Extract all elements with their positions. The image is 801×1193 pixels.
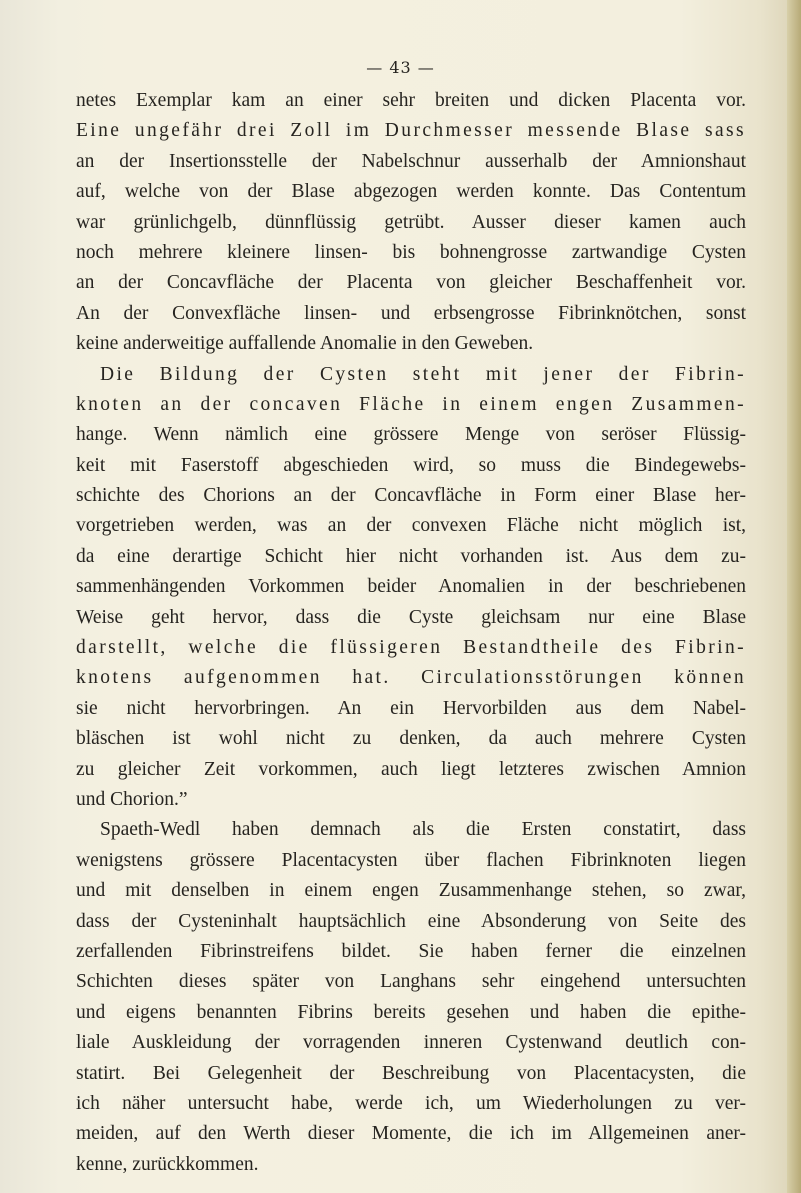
text-line: vorgetrieben werden, was an der convexen Fläche nicht möglich ist, [76,515,746,537]
text-line: hange. Wenn nämlich eine grössere Menge von seröser Flüssig- [76,424,746,446]
text-line: knoten an der concaven Fläche in einem engen Zusammen- [76,393,746,415]
text-line: Schichten dieses später von Langhans sehr eingehend untersuchten [76,971,746,993]
text-line: liale Auskleidung der vorragenden inneren Cystenwand deutlich con- [76,1032,746,1054]
text-line: Spaeth-Wedl haben demnach als die Ersten constatirt, dass [100,819,746,841]
page-number: — 43 — [366,58,435,77]
text-line: Eine ungefähr drei Zoll im Durchmesser messende Blase sass [76,120,746,142]
text-line: noch mehrere kleinere linsen- bis bohnengrosse zartwandige Cysten [76,241,746,263]
text-line: auf, welche von der Blase abgezogen werden konnte. Das Contentum [76,181,746,203]
body-text [76,86,746,1180]
text-line: sammenhängenden Vorkommen beider Anomalien in der beschriebenen [76,576,746,598]
text-line: an der Insertionsstelle der Nabelschnur ausserhalb der Amnionshaut [76,150,746,172]
text-line: netes Exemplar kam an einer sehr breiten und dicken Placenta vor. [76,90,746,111]
text-line: wenigstens grössere Placentacysten über flachen Fibrinknoten liegen [76,849,746,871]
text-line: bläschen ist wohl nicht zu denken, da auch mehrere Cysten [76,728,746,750]
page-edge [787,0,801,1193]
text-line: und Chorion.” [76,788,188,810]
text-line: Die Bildung der Cysten steht mit jener der Fibrin- [100,363,746,385]
text-line: dass der Cysteninhalt hauptsächlich eine Absonderung von Seite des [76,910,746,932]
text-line: zu gleicher Zeit vorkommen, auch liegt letzteres zwischen Amnion [76,758,746,780]
text-line: meiden, auf den Werth dieser Momente, die ich im Allgemeinen aner- [76,1123,746,1145]
text-line: keine anderweitige auffallende Anomalie in den Geweben. [76,333,534,355]
text-line: und eigens benannten Fibrins bereits gesehen und haben die epithe- [76,1001,746,1023]
text-line: sie nicht hervorbringen. An ein Hervorbilden aus dem Nabel- [76,697,746,719]
text-line: schichte des Chorions an der Concavfläche in Form einer Blase her- [76,485,746,507]
text-line: Weise geht hervor, dass die Cyste gleichsam nur eine Blase [76,606,746,628]
text-line: an der Concavfläche der Placenta von gleicher Beschaffenheit vor. [76,272,746,294]
text-line: keit mit Faserstoff abgeschieden wird, so muss die Bindegewebs- [76,454,746,476]
text-line: war grünlichgelb, dünnflüssig getrübt. Ausser dieser kamen auch [76,211,746,233]
text-line: darstellt, welche die flüssigeren Bestandtheile des Fibrin- [76,637,746,659]
text-line: kenne, zurückkommen. [76,1153,259,1175]
text-line: knotens aufgenommen hat. Circulationsstörungen können [76,667,746,689]
text-line: da eine derartige Schicht hier nicht vorhanden ist. Aus dem zu- [76,545,746,567]
text-line: An der Convexfläche linsen- und erbsengrosse Fibrinknötchen, sonst [76,302,746,324]
text-line: zerfallenden Fibrinstreifens bildet. Sie haben ferner die einzelnen [76,940,746,962]
text-line: statirt. Bei Gelegenheit der Beschreibung von Placentacysten, die [76,1062,746,1084]
text-line: ich näher untersucht habe, werde ich, um Wiederholungen zu ver- [76,1092,746,1114]
text-line: und mit denselben in einem engen Zusammenhange stehen, so zwar, [76,880,746,902]
